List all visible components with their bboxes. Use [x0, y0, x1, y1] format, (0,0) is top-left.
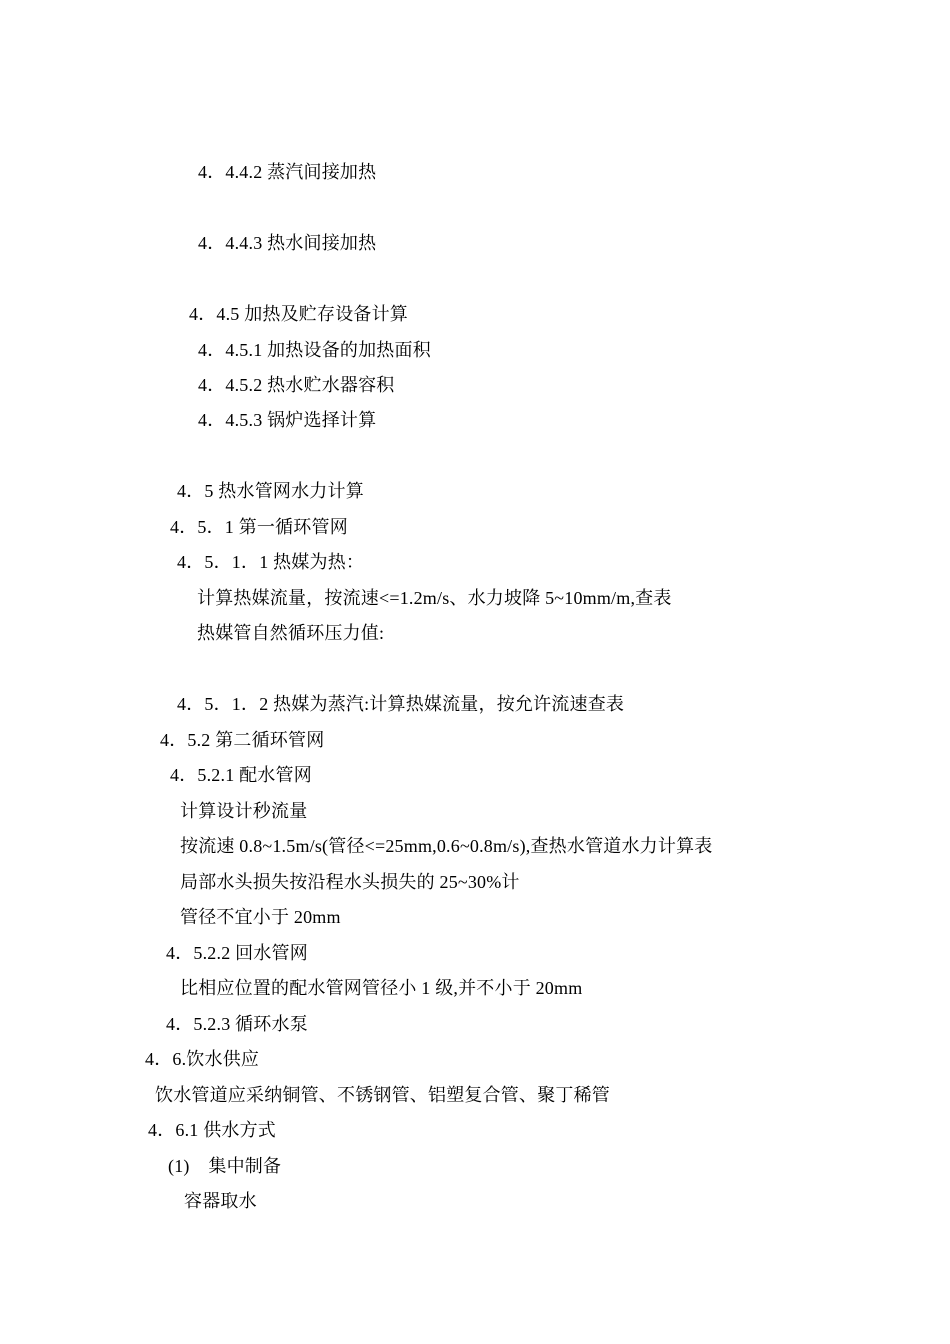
body-text: 管径不宜小于 20mm	[180, 907, 341, 927]
section-heading-4-5-2-2: 4．5.2.2 回水管网	[166, 943, 308, 963]
body-text: 热媒管自然循环压力值:	[197, 623, 385, 643]
body-text: 计算设计秒流量	[180, 801, 308, 821]
body-text: 局部水头损失按沿程水头损失的 25~30%计	[180, 872, 520, 892]
section-heading-4-4-4-3: 4．4.4.3 热水间接加热	[198, 233, 377, 253]
section-heading-4-5-2-1: 4．5.2.1 配水管网	[170, 765, 312, 785]
list-item: (1) 集中制备	[168, 1156, 282, 1176]
section-heading-4-4-4-2: 4．4.4.2 蒸汽间接加热	[198, 162, 377, 182]
section-heading-4-5: 4．5 热水管网水力计算	[177, 481, 364, 501]
body-text: 计算热媒流量，按流速<=1.2m/s、水力坡降 5~10mm/m,查表	[197, 588, 672, 608]
section-heading-4-6-1: 4．6.1 供水方式	[148, 1120, 276, 1140]
section-heading-4-5-2: 4．5.2 第二循环管网	[160, 730, 325, 750]
section-heading-4-4-5: 4．4.5 加热及贮存设备计算	[189, 304, 408, 324]
section-heading-4-4-5-2: 4．4.5.2 热水贮水器容积	[198, 375, 395, 395]
section-heading-4-5-1-1: 4．5．1．1 热媒为热：	[177, 552, 365, 572]
section-heading-4-4-5-1: 4．4.5.1 加热设备的加热面积	[198, 340, 431, 360]
section-heading-4-5-1-2: 4．5．1．2 热媒为蒸汽:计算热媒流量，按允许流速查表	[177, 694, 625, 714]
body-text: 饮水管道应采纳铜管、不锈钢管、铝塑复合管、聚丁稀管	[155, 1085, 610, 1105]
section-heading-4-4-5-3: 4．4.5.3 锅炉选择计算	[198, 410, 377, 430]
body-text: 容器取水	[184, 1191, 257, 1211]
body-text: 按流速 0.8~1.5m/s(管径<=25mm,0.6~0.8m/s),查热水管道水力计算表	[180, 836, 713, 856]
section-heading-4-6: 4．6.饮水供应	[145, 1049, 260, 1069]
section-heading-4-5-1: 4．5．1 第一循环管网	[170, 517, 348, 537]
section-heading-4-5-2-3: 4．5.2.3 循环水泵	[166, 1014, 308, 1034]
body-text: 比相应位置的配水管网管径小 1 级,并不小于 20mm	[180, 978, 583, 998]
